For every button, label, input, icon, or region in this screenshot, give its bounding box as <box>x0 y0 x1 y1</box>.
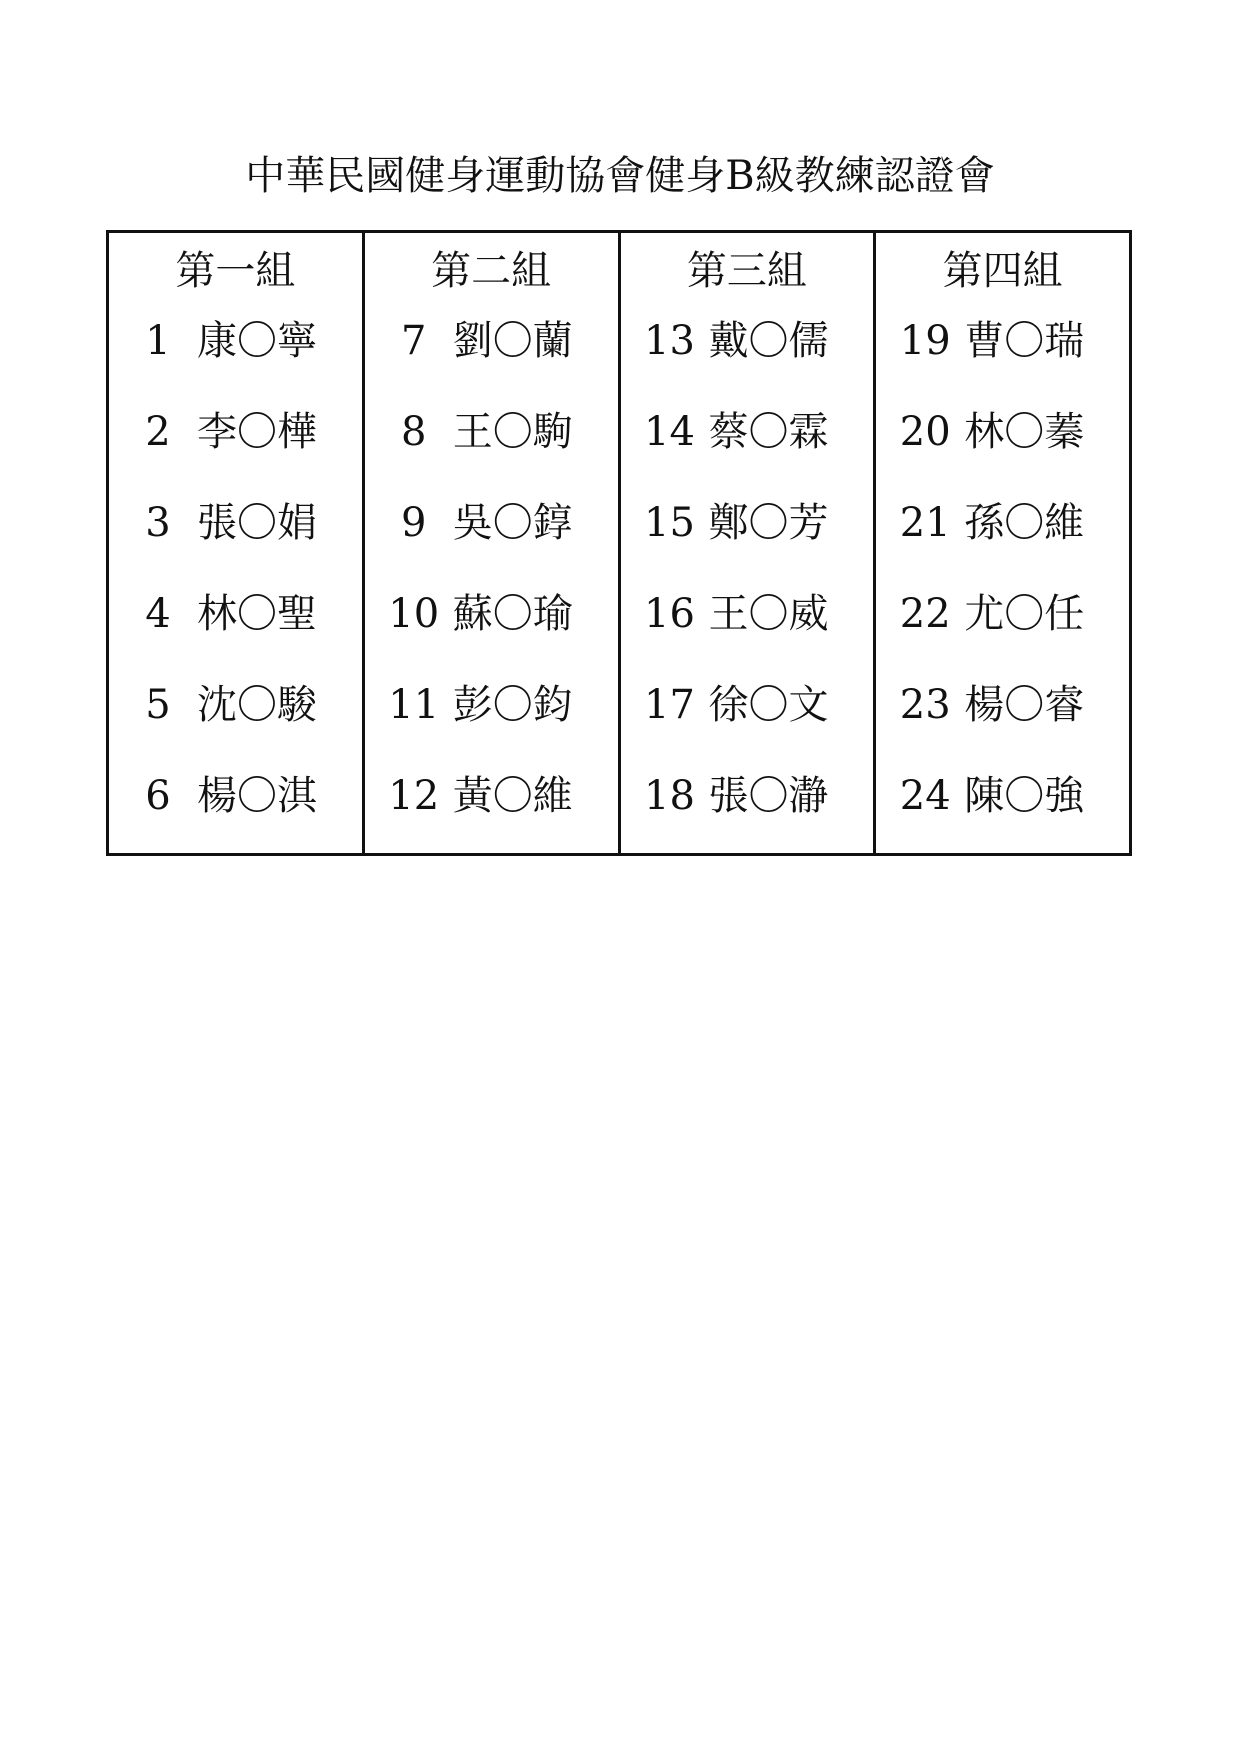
member-name: 康〇寧 <box>197 318 317 364</box>
group-heading: 第四組 <box>942 248 1063 294</box>
member-row <box>876 766 1129 826</box>
member-name: 張〇娟 <box>197 500 317 546</box>
member-name: 戴〇儒 <box>708 318 829 364</box>
member-row <box>365 584 618 644</box>
member-row <box>621 675 874 735</box>
member-name: 徐〇文 <box>708 682 829 728</box>
page-title: 中華民國健身運動協會健身B級教練認證會 <box>245 153 995 199</box>
member-number: 19 <box>899 318 951 364</box>
member-name: 吳〇錞 <box>452 500 573 546</box>
member-row <box>876 402 1129 462</box>
member-row <box>621 766 874 826</box>
member-row <box>365 675 618 735</box>
member-name: 蔡〇霖 <box>708 409 829 455</box>
member-name: 楊〇淇 <box>197 773 317 819</box>
member-row <box>365 493 618 553</box>
member-name: 林〇聖 <box>197 591 317 637</box>
member-name: 王〇威 <box>708 591 829 637</box>
member-number: 24 <box>899 773 951 819</box>
member-number: 4 <box>145 591 171 637</box>
member-row <box>876 311 1129 371</box>
member-row <box>621 311 874 371</box>
member-name: 李〇樺 <box>197 409 317 455</box>
member-number: 23 <box>899 682 951 728</box>
member-number: 14 <box>644 409 695 455</box>
group-column-4 <box>873 233 1129 853</box>
member-name: 沈〇駿 <box>197 682 317 728</box>
member-name: 楊〇睿 <box>964 682 1085 728</box>
member-number: 3 <box>145 500 171 546</box>
member-number: 17 <box>644 682 695 728</box>
member-number: 10 <box>388 591 440 637</box>
member-row <box>109 766 362 826</box>
member-name: 蘇〇瑜 <box>452 591 573 637</box>
member-name: 曹〇瑞 <box>964 318 1085 364</box>
group-heading: 第一組 <box>175 248 296 294</box>
member-name: 林〇蓁 <box>964 409 1085 455</box>
member-row <box>109 493 362 553</box>
member-name: 王〇駒 <box>452 409 573 455</box>
member-number: 20 <box>899 409 951 455</box>
member-row <box>109 675 362 735</box>
member-row <box>876 675 1129 735</box>
member-number: 22 <box>899 591 951 637</box>
member-row <box>365 402 618 462</box>
member-row <box>621 402 874 462</box>
group-column-2 <box>362 233 618 853</box>
member-number: 13 <box>644 318 695 364</box>
group-heading: 第二組 <box>431 248 552 294</box>
member-name: 彭〇鈞 <box>452 682 573 728</box>
member-row <box>109 311 362 371</box>
member-number: 7 <box>401 318 427 364</box>
member-row <box>621 493 874 553</box>
member-row <box>876 584 1129 644</box>
member-name: 黃〇維 <box>452 773 573 819</box>
member-name: 鄭〇芳 <box>708 500 829 546</box>
member-name: 尤〇任 <box>964 591 1085 637</box>
member-row <box>365 766 618 826</box>
member-number: 15 <box>644 500 695 546</box>
member-name: 陳〇強 <box>964 773 1085 819</box>
group-heading: 第三組 <box>686 248 807 294</box>
group-column-3 <box>618 233 874 853</box>
member-row <box>621 584 874 644</box>
member-row <box>109 584 362 644</box>
member-number: 9 <box>401 500 427 546</box>
member-row <box>109 402 362 462</box>
member-name: 劉〇蘭 <box>452 318 573 364</box>
member-number: 12 <box>388 773 440 819</box>
member-number: 18 <box>644 773 695 819</box>
member-number: 5 <box>145 682 171 728</box>
member-number: 16 <box>644 591 695 637</box>
member-number: 6 <box>145 773 171 819</box>
member-row <box>365 311 618 371</box>
member-number: 1 <box>145 318 171 364</box>
member-number: 11 <box>388 682 440 728</box>
member-name: 孫〇維 <box>964 500 1085 546</box>
member-row <box>876 493 1129 553</box>
member-name: 張〇瀞 <box>708 773 829 819</box>
member-number: 8 <box>401 409 427 455</box>
group-column-1 <box>109 233 362 853</box>
member-number: 2 <box>145 409 171 455</box>
group-roster-table <box>106 230 1132 856</box>
member-number: 21 <box>899 500 951 546</box>
